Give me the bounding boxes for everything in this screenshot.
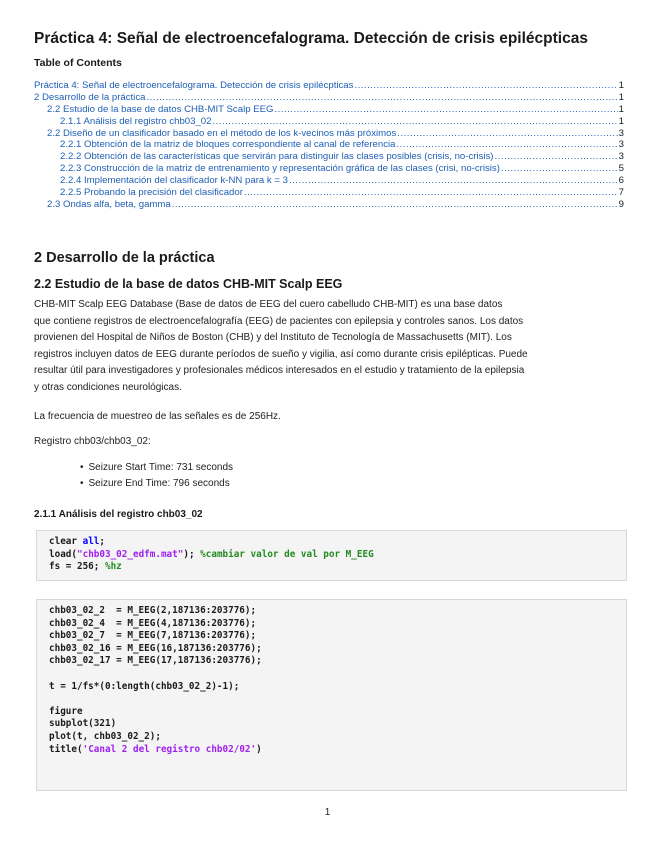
toc-entry[interactable]: 2.2 Diseño de un clasificador basado en el método de los k-vecinos más próximos ..... 3 (34, 128, 624, 140)
toc-entry[interactable]: 2.2.1 Obtención de la matriz de bloques correspondiente al canal de referencia ..... 3 (34, 139, 624, 151)
toc-entry[interactable]: 2.2.5 Probando la precisión del clasificador ..... 7 (34, 187, 624, 199)
toc-entry[interactable]: 2.2.2 Obtención de las características que servirán para distinguir las clases posibles (crisis, no-crisis) ..... 3 (34, 151, 624, 163)
seizure-times-list (80, 460, 233, 492)
code-block[interactable]: chb03_02_2 = M_EEG(2,187136:203776); chb03_02_4 = M_EEG(4,187136:203776); chb03_02_7 = M_EEG(7,187136:203776); chb03_02_16 = M_EEG(16,187136:203776); chb03_02_17 = M_EEG(17,187136:203776); t = 1/fs*(0:length(chb03_02_2)-1); figure subplot(321) plot(t, chb03_02_2); title('Canal 2 del registro chb02/02') (36, 599, 627, 791)
toc-entry[interactable]: 2 Desarrollo de la práctica ..... 1 (34, 92, 624, 104)
toc-entry[interactable]: Práctica 4: Señal de electroencefalograma. Detección de crisis epilécpticas ..... 1 (34, 80, 624, 92)
table-of-contents (34, 80, 624, 211)
sampling-frequency-text: La frecuencia de muestreo de las señales es de 256Hz. (34, 411, 281, 422)
subsection-heading: 2.2 Estudio de la base de datos CHB-MIT Scalp EEG (34, 277, 343, 291)
toc-entry[interactable]: 2.2.3 Construcción de la matriz de entrenamiento y representación gráfica de las clases (crisi, no-crisis) ..... 5 (34, 163, 624, 175)
record-label: Registro chb03/chb03_02: (34, 436, 151, 447)
body-paragraph: CHB-MIT Scalp EEG Database (Base de datos de EEG del cuero cabelludo CHB-MIT) es una base datos que contiene registros de electroencefalografía (EEG) de pacientes con epilepsia y controles sanos. Los datos provienen del Hospital de Niños de Boston (CHB) y del Instituto de Tecnología de Massachusetts (MIT). Los registros incluyen datos de EEG durante períodos de sueño y vigilia, así como durante crisis epilépticas. Puede resultar útil para investigadores y profesionales médicos interesados en el estudio y tratamiento de la epilepsia y otras condiciones neurológicas. (34, 299, 528, 393)
toc-heading: Table of Contents (34, 57, 122, 69)
toc-entry[interactable]: 2.1.1 Análisis del registro chb03_02 ..... 1 (34, 116, 624, 128)
code-block[interactable]: clear all; load("chb03_02_edfm.mat"); %cambiar valor de val por M_EEG fs = 256; %hz (36, 530, 627, 581)
list-item: • Seizure Start Time: 731 seconds (80, 460, 233, 476)
document-title: Práctica 4: Señal de electroencefalograma. Detección de crisis epilécpticas (34, 30, 588, 47)
toc-entry[interactable]: 2.2 Estudio de la base de datos CHB-MIT Scalp EEG ..... 1 (34, 104, 624, 116)
list-item: • Seizure End Time: 796 seconds (80, 476, 233, 492)
toc-entry[interactable]: 2.3 Ondas alfa, beta, gamma ..... 9 (34, 199, 624, 211)
section-heading: 2 Desarrollo de la práctica (34, 250, 215, 266)
toc-entry[interactable]: 2.2.4 Implementación del clasificador k-NN para k = 3 ..... 6 (34, 175, 624, 187)
page-number: 1 (324, 807, 331, 818)
subsubsection-heading: 2.1.1 Análisis del registro chb03_02 (34, 509, 203, 520)
